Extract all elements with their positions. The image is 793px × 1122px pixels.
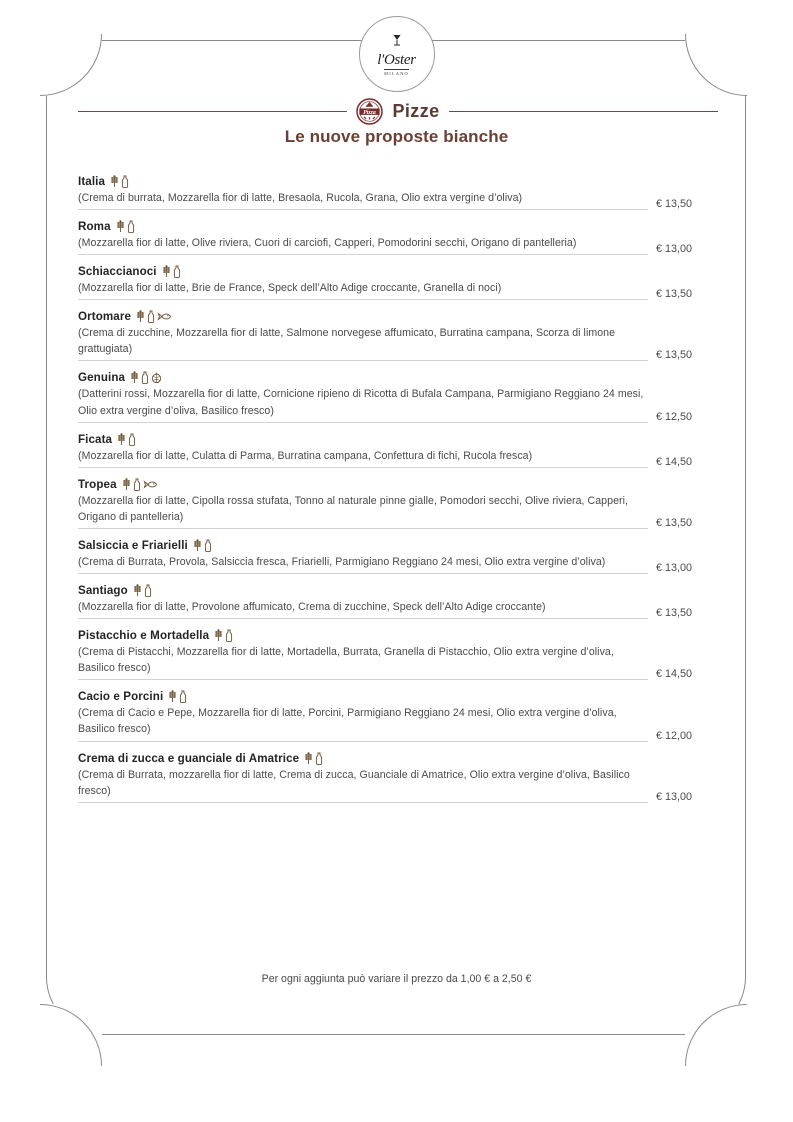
allergen-icon-group	[214, 629, 233, 642]
menu-item-description: (Mozzarella fior di latte, Culatta di Parma, Burratina campana, Confettura di fichi, Rucola fresca)	[78, 449, 533, 462]
allergen-icon-group	[168, 690, 187, 703]
milk-icon	[127, 220, 135, 233]
menu-item-body	[78, 448, 718, 468]
menu-item-price: € 13,50	[656, 349, 693, 362]
menu-item-description-column	[78, 280, 648, 300]
menu-item-header	[78, 371, 718, 384]
allergen-icon-group	[162, 265, 181, 278]
menu-item-description: (Mozzarella fior di latte, Cipolla rossa stufata, Tonno al naturale pinne gialle, Pomodori secchi, Olive riviera, Capperi, Origano di pantelleria)	[78, 494, 628, 523]
fish-icon	[143, 479, 158, 490]
menu-item	[78, 584, 718, 619]
menu-item-body	[78, 705, 718, 741]
allergen-icon-group	[133, 584, 152, 597]
pizza-stamp-icon	[356, 98, 383, 125]
menu-item-name: Ficata	[78, 432, 113, 446]
wheat-icon	[130, 371, 139, 384]
menu-item-description: (Datterini rossi, Mozzarella fior di latte, Cornicione ripieno di Ricotta di Bufala Campana, Parmigiano Reggiano 24 mesi, Olio extra vergine d’oliva, Basilico fresco)	[78, 388, 644, 417]
menu-item-header	[78, 629, 718, 642]
menu-item-price: € 13,00	[656, 243, 693, 256]
wheat-icon	[136, 310, 145, 323]
menu-item-description: (Crema di Pistacchi, Mozzarella fior di latte, Mortadella, Burrata, Granella di Pistacchio, Olio extra vergine d’oliva, Basilico fresco)	[78, 646, 614, 675]
menu-item-body	[78, 644, 718, 680]
wheat-icon	[116, 220, 125, 233]
svg-text:Pizza: Pizza	[363, 109, 377, 116]
menu-item-name: Crema di zucca e guanciale di Amatrice	[78, 751, 300, 765]
menu-item-header	[78, 752, 718, 765]
menu-item-body	[78, 325, 718, 361]
menu-item-price: € 13,00	[656, 562, 693, 575]
menu-item-body	[78, 493, 718, 529]
menu-item-name: Genuina	[78, 371, 126, 385]
milk-icon	[141, 371, 149, 384]
menu-item-price: € 13,00	[656, 790, 693, 803]
page-subtitle: Le nuove proposte bianche	[284, 127, 509, 146]
menu-item-description-column	[78, 767, 648, 803]
menu-item	[78, 265, 718, 300]
wheat-icon	[162, 265, 171, 278]
menu-item	[78, 478, 718, 529]
menu-item-header	[78, 690, 718, 703]
milk-icon	[144, 584, 152, 597]
menu-item-price: € 12,50	[656, 410, 693, 423]
menu-item-header	[78, 478, 718, 491]
menu-item-header	[78, 175, 718, 188]
menu-item-name: Pistacchio e Mortadella	[78, 629, 210, 643]
menu-item	[78, 220, 718, 255]
menu-item-body	[78, 767, 718, 803]
price-leader-line	[78, 741, 648, 742]
price-leader-line	[78, 528, 648, 529]
price-leader-line	[78, 802, 648, 803]
allergen-icon-group	[116, 220, 135, 233]
menu-item-description: (Crema di Cacio e Pepe, Mozzarella fior di latte, Porcini, Parmigiano Reggiano 24 mesi, Olio extra vergine d’oliva, Basilico fresco)	[78, 707, 617, 736]
brand-subtitle: MILANO	[384, 71, 409, 76]
menu-item-price: € 13,50	[656, 198, 693, 211]
menu-item-description-column	[78, 599, 648, 619]
menu-item-price: € 14,50	[656, 668, 693, 681]
wheat-icon	[133, 584, 142, 597]
price-leader-line	[78, 573, 648, 574]
frame-corner-top-left	[40, 34, 102, 96]
menu-item-body	[78, 190, 718, 210]
menu-item-header	[78, 433, 718, 446]
menu-list	[78, 175, 718, 813]
frame-corner-top-right	[685, 34, 747, 96]
price-leader-line	[78, 467, 648, 468]
price-leader-line	[78, 209, 648, 210]
menu-item	[78, 539, 718, 574]
price-leader-line	[78, 299, 648, 300]
page-title: Pizze	[392, 101, 440, 121]
menu-item-name: Roma	[78, 220, 111, 234]
fish-icon	[157, 311, 172, 322]
menu-item-name: Cacio e Porcini	[78, 690, 164, 704]
menu-item-header	[78, 220, 718, 233]
wine-glass-icon	[389, 32, 405, 52]
rule-right	[449, 111, 718, 112]
price-leader-line	[78, 422, 648, 423]
milk-icon	[133, 478, 141, 491]
menu-item-price: € 14,50	[656, 455, 693, 468]
brand-logo	[359, 16, 435, 92]
menu-item-description-column	[78, 325, 648, 361]
menu-item	[78, 690, 718, 741]
price-leader-line	[78, 360, 648, 361]
menu-item-price: € 13,50	[656, 516, 693, 529]
allergen-icon-group	[117, 433, 136, 446]
menu-item-name: Santiago	[78, 584, 128, 598]
milk-icon	[204, 539, 212, 552]
menu-item-name: Ortomare	[78, 310, 131, 324]
allergen-icon-group	[136, 310, 172, 323]
menu-item-price: € 13,50	[656, 607, 693, 620]
menu-item	[78, 629, 718, 680]
wheat-icon	[122, 478, 131, 491]
menu-item	[78, 371, 718, 422]
menu-item-name: Salsiccia e Friarielli	[78, 538, 188, 552]
rule-left	[78, 111, 347, 112]
menu-item-description-column	[78, 448, 648, 468]
wheat-icon	[304, 752, 313, 765]
wheat-icon	[193, 539, 202, 552]
milk-icon	[173, 265, 181, 278]
milk-icon	[147, 310, 155, 323]
wheat-icon	[117, 433, 126, 446]
allergen-icon-group	[130, 371, 162, 384]
milk-icon	[179, 690, 187, 703]
menu-item-price: € 13,50	[656, 288, 693, 301]
allergen-icon-group	[122, 478, 158, 491]
menu-item-body	[78, 235, 718, 255]
menu-item-name: Tropea	[78, 477, 117, 491]
price-leader-line	[78, 618, 648, 619]
price-leader-line	[78, 679, 648, 680]
brand-name: l'Oster	[377, 52, 416, 68]
menu-item-header	[78, 265, 718, 278]
menu-item-header	[78, 584, 718, 597]
menu-item-body	[78, 386, 718, 422]
menu-item-body	[78, 280, 718, 300]
menu-item-name: Italia	[78, 175, 106, 188]
nut-icon	[151, 372, 162, 384]
price-leader-line	[78, 254, 648, 255]
menu-item-description-column	[78, 554, 648, 574]
menu-item-price: € 12,00	[656, 729, 693, 742]
menu-item-description-column	[78, 644, 648, 680]
menu-item-description-column	[78, 493, 648, 529]
frame-corner-bottom-right	[685, 1004, 747, 1066]
menu-item-description: (Crema di Burrata, mozzarella fior di latte, Crema di zucca, Guanciale di Amatrice, Olio extra vergine d’oliva, Basilico fresco)	[78, 768, 630, 797]
menu-item-body	[78, 554, 718, 574]
menu-item-description: (Mozzarella fior di latte, Olive riviera, Cuori di carciofi, Capperi, Pomodorini secchi, Origano di pantelleria)	[78, 237, 577, 250]
menu-item-description-column	[78, 235, 648, 255]
menu-item	[78, 175, 718, 210]
frame-corner-bottom-left	[40, 1004, 102, 1066]
menu-item	[78, 752, 718, 803]
milk-icon	[315, 752, 323, 765]
menu-item-description: (Crema di zucchine, Mozzarella fior di latte, Salmone norvegese affumicato, Burratina campana, Scorza di limone grattugiata)	[78, 327, 616, 356]
allergen-icon-group	[193, 539, 212, 552]
wheat-icon	[214, 629, 223, 642]
menu-item-header	[78, 310, 718, 323]
milk-icon	[225, 629, 233, 642]
menu-item-description: (Mozzarella fior di latte, Brie de France, Speck dell’Alto Adige croccante, Granella di noci)	[78, 282, 502, 295]
allergen-icon-group	[110, 175, 129, 188]
menu-item-header	[78, 539, 718, 552]
menu-item-description-column	[78, 190, 648, 210]
milk-icon	[121, 175, 129, 188]
milk-icon	[128, 433, 136, 446]
footer-note: Per ogni aggiunta può variare il prezzo da 1,00 € a 2,50 €	[261, 973, 532, 985]
menu-item	[78, 310, 718, 361]
menu-item-description-column	[78, 705, 648, 741]
section-header	[78, 98, 718, 125]
menu-item-name: Schiaccianoci	[78, 265, 157, 279]
menu-item-description: (Crema di burrata, Mozzarella fior di latte, Bresaola, Rucola, Grana, Olio extra vergine d’oliva)	[78, 192, 523, 204]
menu-item-description: (Crema di Burrata, Provola, Salsiccia fresca, Friarielli, Parmigiano Reggiano 24 mesi, Olio extra vergine d’oliva)	[78, 555, 606, 568]
menu-item-description: (Mozzarella fior di latte, Provolone affumicato, Crema di zucchine, Speck dell’Alto Adige croccante)	[78, 601, 546, 614]
menu-item	[78, 433, 718, 468]
allergen-icon-group	[304, 752, 323, 765]
wheat-icon	[168, 690, 177, 703]
menu-item-body	[78, 599, 718, 619]
menu-item-description-column	[78, 386, 648, 422]
wheat-icon	[110, 175, 119, 188]
